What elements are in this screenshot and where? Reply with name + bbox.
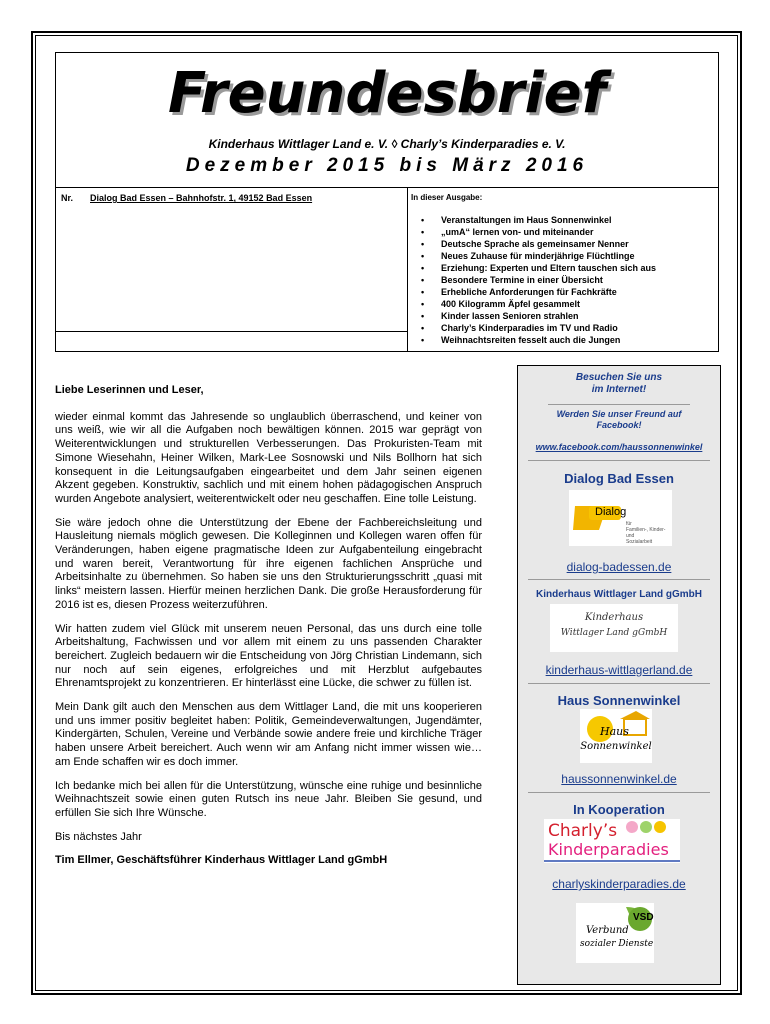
kinderhaus-logo-line-1: Kinderhaus <box>584 612 644 623</box>
dialog-logo-subtext-1: für <box>626 521 632 527</box>
contents-item: • Weihnachtsreiten fesselt auch die Jungen <box>421 334 656 346</box>
visit-line-1: Besuchen Sie uns <box>575 372 663 383</box>
sidebar-rule <box>528 579 710 580</box>
vsd-logo <box>576 903 654 963</box>
dialog-logo-text: Dialog <box>595 506 627 518</box>
letter-paragraph: Sie wäre jedoch ohne die Unterstützung der Ebene der Fachbereichsleitung und Hausleitung niemals möglich gewesen. Die Kolleginnen und Kollegen waren offen für Veränderungen, haben eigene pragmatische Ideen zur Aufgabenteilung eingebracht und waren bereit, Verantwortung für ihre eigenen fachlichen Ansprüche und Arbeitsinhalte zu übernehmen. So haben sie uns den Strukturierungsschritt „quasi mit links“ meistern lassen. Hierfür meinen herzlichen Dank. Die große Herausforderung für 2016 ist es, diesen Prozess weiterzuführen. <box>55 516 482 611</box>
visit-internet-text <box>518 372 720 396</box>
contents-item: • 400 Kilogramm Äpfel gesammelt <box>421 298 656 310</box>
contents-item: • Erhebliche Anforderungen für Fachkräfte <box>421 286 656 298</box>
letter-paragraph: Mein Dank gilt auch den Menschen aus dem Wittlager Land, die mit uns kooperieren und uns immer positiv begleitet haben: Politik, Gemeindeverwaltungen, Jugendämter, Kindergärten, Schulen, Vereine und Verbände sowie andere freie und kirchliche Träger haben unsere Arbeit bereichert. Auch wenn wir am Anfang nicht immer wissen wie… am Ende schaffen wir es doch immer. <box>55 701 482 768</box>
vsd-logo-line-1: Verbund <box>586 925 629 936</box>
charlys-logo-line-2: Kinderparadies <box>548 840 669 859</box>
dialog-logo <box>569 490 672 546</box>
dialog-logo-subtext-3: Sozialarbeit <box>626 539 653 545</box>
kinderhaus-logo <box>550 604 678 652</box>
issue-dates: Dezember 2015 bis März 2016 <box>185 155 589 176</box>
contents-item: • Deutsche Sprache als gemeinsamer Nenner <box>421 238 656 250</box>
sender-address: Dialog Bad Essen – Bahnhofstr. 1, 49152 Bad Essen <box>90 193 313 203</box>
letter-greeting: Liebe Leserinnen und Leser, <box>55 384 204 396</box>
sidebar-rule <box>528 792 710 793</box>
charlys-link[interactable]: charlyskinderparadies.de <box>552 877 686 891</box>
kinderhaus-logo-line-2: Wittlager Land gGmbH <box>560 628 668 638</box>
contents-item: • Kinder lassen Senioren strahlen <box>421 310 656 322</box>
issue-number-label: Nr. <box>61 193 74 203</box>
contents-item: • Veranstaltungen im Haus Sonnenwinkel <box>421 214 656 226</box>
vsd-logo-line-2: sozialer Dienste <box>580 939 654 949</box>
letter-closing: Bis nächstes Jahr <box>55 830 142 843</box>
contents-item: • Charly’s Kinderparadies im TV und Radio <box>421 322 656 334</box>
sidebar-rule <box>528 460 710 461</box>
sonnenwinkel-link[interactable]: haussonnenwinkel.de <box>561 772 677 786</box>
letter-body <box>55 384 482 878</box>
sonnenwinkel-logo <box>580 709 652 763</box>
header-divider <box>56 187 718 188</box>
friend-line-1: Werden Sie unser Freund auf <box>556 409 682 419</box>
letter-paragraph: wieder einmal kommt das Jahresende so unglaublich überraschend, und keiner von uns weiß, wie wir all die Aufgaben noch bewältigen können. 2015 war geprägt von Weiterentwicklungen und strukturellen Verbesserungen. Das Prokuristen-Team mit Simone Wiesehahn, Heiner Wilken, Mark-Lee Sosnowski und Nils Bollhorn hat sich konsequent in die Leitungsaufgaben eingearbeitet und dem Jahr seinen eigenen Akzent gegeben. Konstruktiv, sachlich und mit einem hohen pädagogischen Anspruch wurden Angebote analysiert, weiterentwickelt oder neu geschaffen. Eine tolle Leistung. <box>55 410 482 505</box>
visit-line-2: im Internet! <box>591 384 647 395</box>
kooperation-heading: In Kooperation <box>573 802 665 817</box>
vsd-logo-mark: VSD <box>633 912 654 923</box>
contents-item: • „umA“ lernen von- und miteinander <box>421 226 656 238</box>
header-column-divider <box>407 187 408 352</box>
sidebar <box>517 365 721 985</box>
friend-line-2: Facebook! <box>596 420 642 430</box>
letter-signature: Tim Ellmer, Geschäftsführer Kinderhaus Wittlager Land gGmbH <box>55 854 388 867</box>
dialog-logo-subtext-2: Familien-, Kinder- und <box>626 527 666 539</box>
sidebar-rule <box>528 683 710 684</box>
charlys-logo-line-1: Charly’s <box>548 821 618 841</box>
newsletter-header <box>55 52 719 352</box>
letter-paragraph: Ich bedanke mich bei allen für die Unterstützung, wünsche eine ruhige und besinnliche Weihnachtszeit sowie einen guten Rutsch ins neue Jahr. Bleiben Sie gesund, und erfüllen Sie sich Ihre Wünsche. <box>55 779 482 819</box>
facebook-link[interactable]: www.facebook.com/haussonnenwinkel <box>535 442 703 452</box>
dialog-logo-subtext <box>626 521 672 545</box>
dialog-heading: Dialog Bad Essen <box>564 471 674 486</box>
contents-item: • Neues Zuhause für minderjährige Flüchtlinge <box>421 250 656 262</box>
contents-label: In dieser Ausgabe: <box>411 193 483 202</box>
sonnenwinkel-logo-line-2: Sonnenwinkel <box>580 741 652 752</box>
newsletter-subtitle: Kinderhaus Wittlager Land e. V. ◊ Charly’s Kinderparadies e. V. <box>208 137 566 151</box>
contents-item: • Besondere Termine in einer Übersicht <box>421 274 656 286</box>
sonnenwinkel-heading: Haus Sonnenwinkel <box>557 693 681 708</box>
letter-paragraph: Wir hatten zudem viel Glück mit unserem neuen Personal, das uns durch eine tolle Arbeitshaltung, Fachwissen und vor allem mit einem zu uns passenden Charakter bereichert. Zugleich bedauern wir die Entscheidung von Jörg Christian Lindemann, sich nur noch auf sein eigenes, erfolgreiches und mit Herzblut aufgebautes Ehrenamtsprojekt zu konzentrieren. Er hinterlässt eine Lücke, die schwer zu füllen ist. <box>55 622 482 690</box>
newsletter-title: Freundesbrief <box>167 61 607 126</box>
charlys-logo <box>544 819 680 863</box>
sonnenwinkel-logo-line-1: Haus <box>600 725 629 738</box>
sidebar-rule <box>548 404 690 405</box>
contents-item: • Erziehung: Experten und Eltern tauschen sich aus <box>421 262 656 274</box>
facebook-invite-text <box>518 409 720 431</box>
dialog-link[interactable]: dialog-badessen.de <box>566 560 672 574</box>
address-box-divider <box>56 331 407 332</box>
kinderhaus-heading: Kinderhaus Wittlager Land gGmbH <box>535 589 703 600</box>
contents-list <box>421 214 656 346</box>
kinderhaus-link[interactable]: kinderhaus-wittlagerland.de <box>545 663 693 677</box>
